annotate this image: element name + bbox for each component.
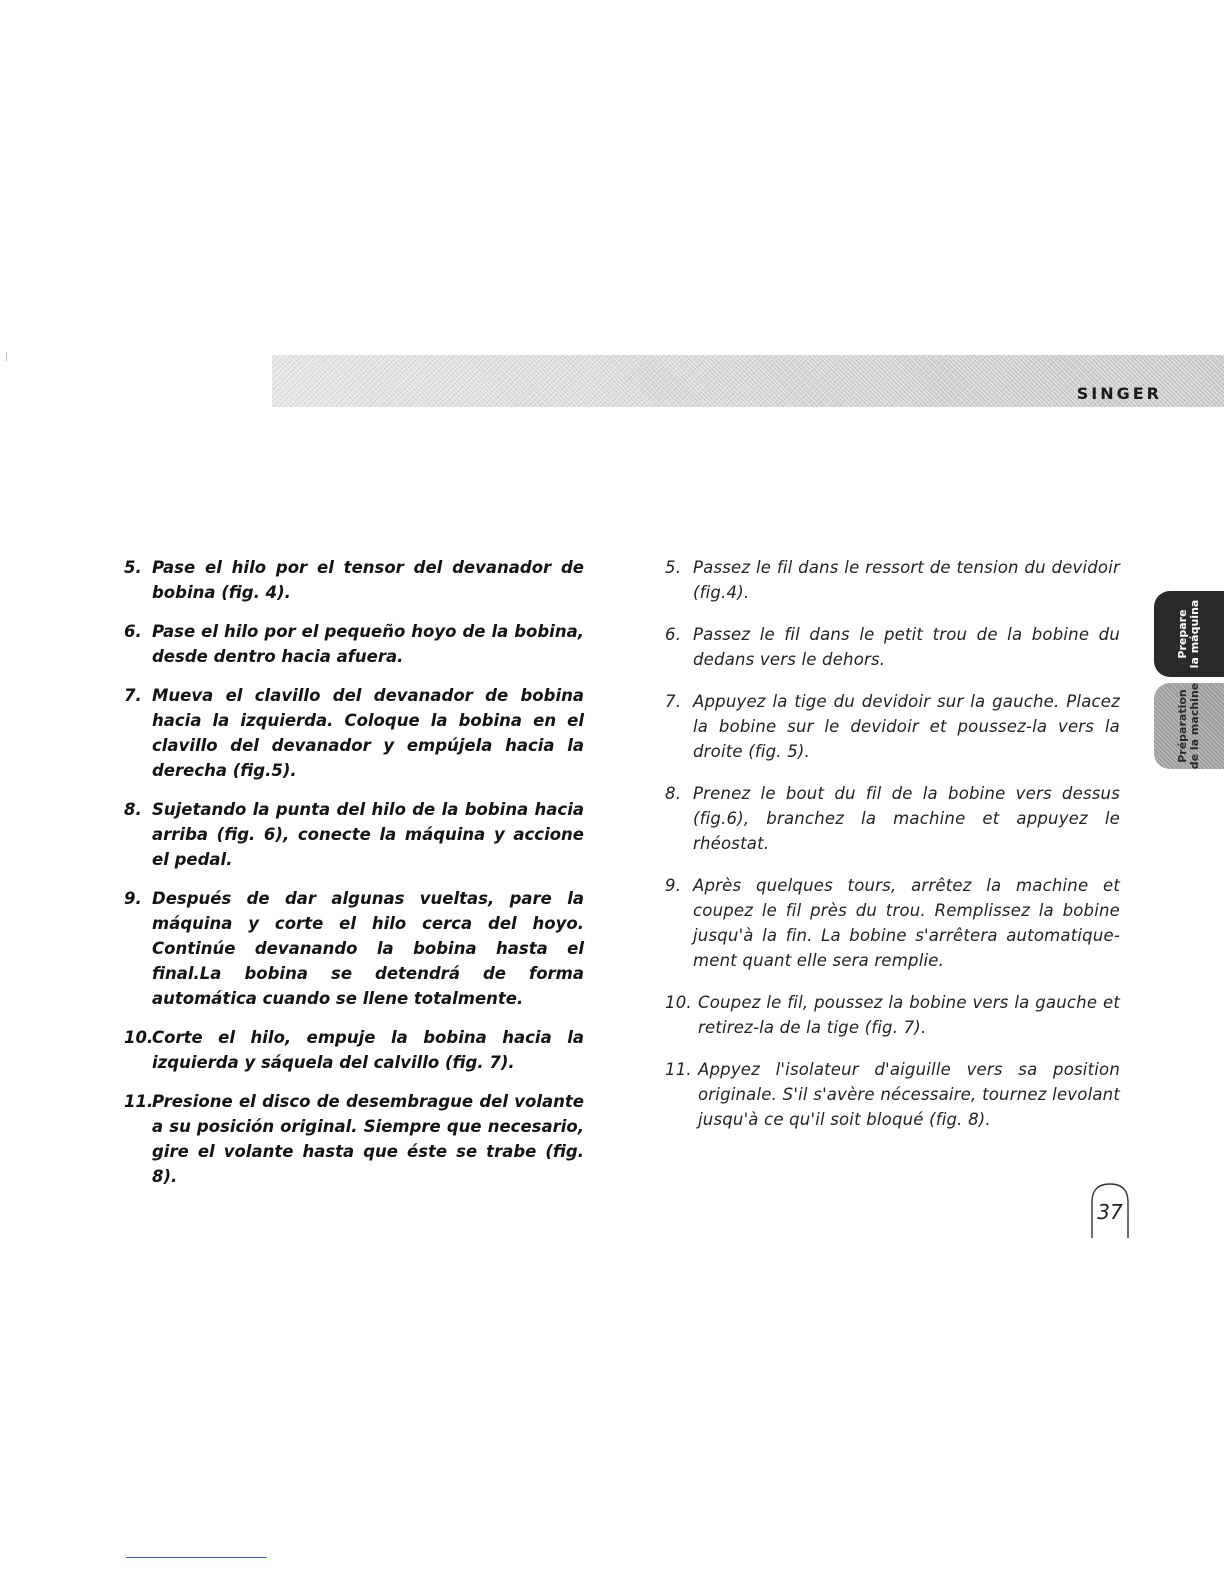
footer-rule xyxy=(126,1557,267,1558)
step-number: 8. xyxy=(124,800,142,819)
spanish-step-8 xyxy=(124,797,584,872)
side-tab-line-2: la máquina xyxy=(1188,599,1201,669)
step-text: Corte el hilo, empuje la bobina hacia la izquierda y sáquela del calvillo (fig. 7). xyxy=(152,1028,584,1072)
french-step-9 xyxy=(665,873,1120,973)
spanish-step-9 xyxy=(124,886,584,1011)
step-number: 6. xyxy=(124,622,142,641)
step-number: 10. xyxy=(124,1028,154,1047)
step-text: Appuyez la tige du devidoir sur la gauche. Placez la bobine sur le devidoir et poussez-la vers la droite (fig. 5). xyxy=(693,692,1120,761)
step-text: Mueva el clavillo del devanador de bobina hacia la izquierda. Coloque la bobina en el clavillo del devanador y empújela hacia la derecha (fig.5). xyxy=(152,686,584,780)
french-step-11 xyxy=(665,1057,1120,1132)
side-tab-line-2: de la machine xyxy=(1188,683,1201,769)
page-number-text: 37 xyxy=(1097,1200,1123,1224)
step-number: 7. xyxy=(124,686,142,705)
step-text: Passez le fil dans le petit trou de la bobine du dedans vers le dehors. xyxy=(693,625,1120,669)
spanish-step-6 xyxy=(124,619,584,669)
step-text: Pase el hilo por el tensor del devanador de bobina (fig. 4). xyxy=(152,558,584,602)
header-band xyxy=(272,355,1224,407)
step-number: 11. xyxy=(665,1060,692,1079)
step-text: Appyez l'isolateur d'aiguille vers sa position originale. S'il s'avère nécessaire, tournez levolant jusqu'à ce qu'il soit bloqué (fig. 8). xyxy=(698,1060,1120,1129)
step-text: Después de dar algunas vueltas, pare la máquina y corte el hilo cerca del hoyo. Continúe devanando la bobina hasta el final.La bobina se detendrá de forma automática cuando se llene totalmente. xyxy=(152,889,584,1008)
side-tab-label xyxy=(1177,683,1201,769)
spanish-step-10 xyxy=(124,1025,584,1075)
french-step-6 xyxy=(665,622,1120,672)
step-number: 11. xyxy=(124,1092,154,1111)
spanish-step-7 xyxy=(124,683,584,783)
side-tab-line-1: Préparation xyxy=(1176,689,1189,763)
brand-logo: SINGER xyxy=(1076,384,1162,403)
spanish-step-5 xyxy=(124,555,584,605)
step-number: 10. xyxy=(665,993,692,1012)
step-number: 7. xyxy=(665,692,682,711)
french-column xyxy=(665,555,1120,1149)
step-text: Pase el hilo por el pequeño hoyo de la bobina, desde dentro hacia afuera. xyxy=(152,622,584,666)
step-number: 9. xyxy=(665,876,682,895)
step-number: 5. xyxy=(665,558,682,577)
step-text: Passez le fil dans le ressort de tension du devidoir (fig.4). xyxy=(693,558,1120,602)
step-number: 9. xyxy=(124,889,142,908)
step-text: Presione el disco de desembrague del volante a su posición original. Siempre que necesario, gire el volante hasta que éste se trabe (fig. 8). xyxy=(152,1092,584,1186)
french-step-5 xyxy=(665,555,1120,605)
spanish-step-11 xyxy=(124,1089,584,1189)
french-step-8 xyxy=(665,781,1120,856)
step-text: Sujetando la punta del hilo de la bobina hacia arriba (fig. 6), conecte la máquina y accione el pedal. xyxy=(152,800,584,869)
french-step-10 xyxy=(665,990,1120,1040)
french-step-7 xyxy=(665,689,1120,764)
page-number xyxy=(1088,1180,1132,1240)
step-text: Coupez le fil, poussez la bobine vers la gauche et retirez-la de la tige (fig. 7). xyxy=(698,993,1120,1037)
step-text: Après quelques tours, arrêtez la machine et coupez le fil près du trou. Remplissez la bobine jusqu'à la fin. La bobine s'arrêtera automatique-ment quant elle sera remplie. xyxy=(693,876,1120,970)
step-number: 5. xyxy=(124,558,142,577)
spanish-column xyxy=(124,555,584,1203)
side-tab-french[interactable] xyxy=(1154,683,1224,769)
scan-speck xyxy=(6,352,7,361)
step-text: Prenez le bout du fil de la bobine vers dessus (fig.6), branchez la machine et appuyez le rhéostat. xyxy=(693,784,1120,853)
side-tab-label xyxy=(1177,600,1201,669)
step-number: 6. xyxy=(665,625,682,644)
side-tab-line-1: Prepare xyxy=(1176,609,1189,659)
side-tab-spanish[interactable] xyxy=(1154,591,1224,677)
step-number: 8. xyxy=(665,784,682,803)
